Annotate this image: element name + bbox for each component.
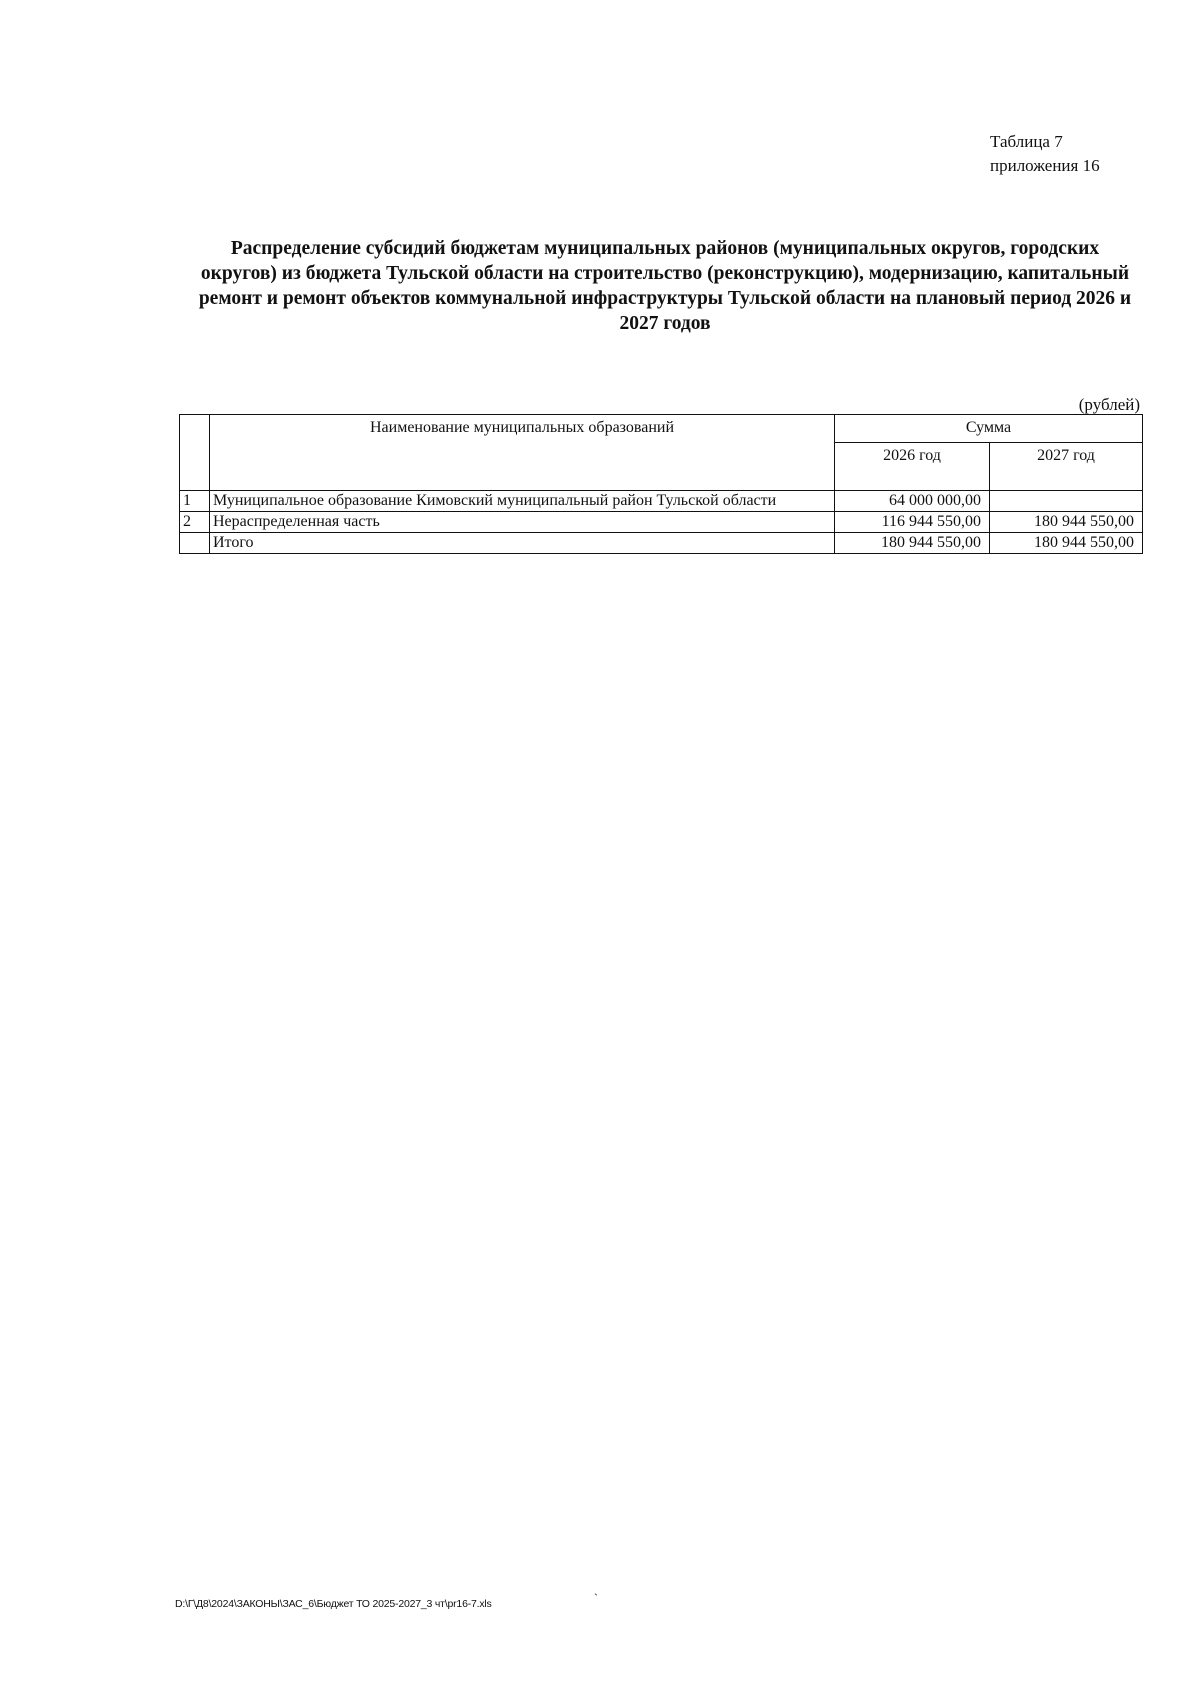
table-row	[180, 491, 1143, 512]
table-header-row	[180, 415, 1143, 443]
row-amount-2027: 180 944 550,00	[990, 533, 1143, 554]
attachment-reference	[990, 130, 1100, 178]
title-line-4: 2027 годов	[619, 313, 711, 334]
stray-mark: `	[594, 1591, 598, 1605]
row-amount-2026: 64 000 000,00	[835, 491, 990, 512]
table-total-row	[180, 533, 1143, 554]
header-year-2026: 2026 год	[835, 443, 990, 491]
row-number	[180, 533, 210, 554]
row-number: 1	[180, 491, 210, 512]
row-number: 2	[180, 512, 210, 533]
subsidy-table	[179, 414, 1143, 554]
header-name-cell: Наименование муниципальных образований	[210, 415, 835, 491]
header-number-cell	[180, 415, 210, 491]
row-amount-2026: 116 944 550,00	[835, 512, 990, 533]
file-path-footer: D:\Г\Д8\2024\ЗАКОНЫ\ЗАС_6\Бюджет ТО 2025-2027_3 чт\pr16-7.xls	[175, 1598, 492, 1610]
title-line-3: ремонт и ремонт объектов коммунальной инфраструктуры Тульской области на плановый период 2026 и	[198, 288, 1132, 309]
units-label: (рублей)	[1078, 395, 1140, 414]
row-amount-2027	[990, 491, 1143, 512]
row-amount-2026: 180 944 550,00	[835, 533, 990, 554]
document-title	[175, 236, 1155, 336]
row-name: Муниципальное образование Кимовский муниципальный район Тульской области	[210, 491, 835, 512]
row-name: Нераспределенная часть	[210, 512, 835, 533]
table-row	[180, 512, 1143, 533]
row-amount-2027: 180 944 550,00	[990, 512, 1143, 533]
header-sum-cell: Сумма	[835, 415, 1143, 443]
appendix-number: приложения 16	[990, 156, 1100, 175]
title-line-1: Распределение субсидий бюджетам муниципальных районов (муниципальных округов, городских	[230, 238, 1100, 259]
title-line-2: округов) из бюджета Тульской области на строительство (реконструкцию), модернизацию, капитальный	[200, 263, 1130, 284]
header-year-2027: 2027 год	[990, 443, 1143, 491]
table-number: Таблица 7	[990, 132, 1063, 151]
row-name: Итого	[210, 533, 835, 554]
